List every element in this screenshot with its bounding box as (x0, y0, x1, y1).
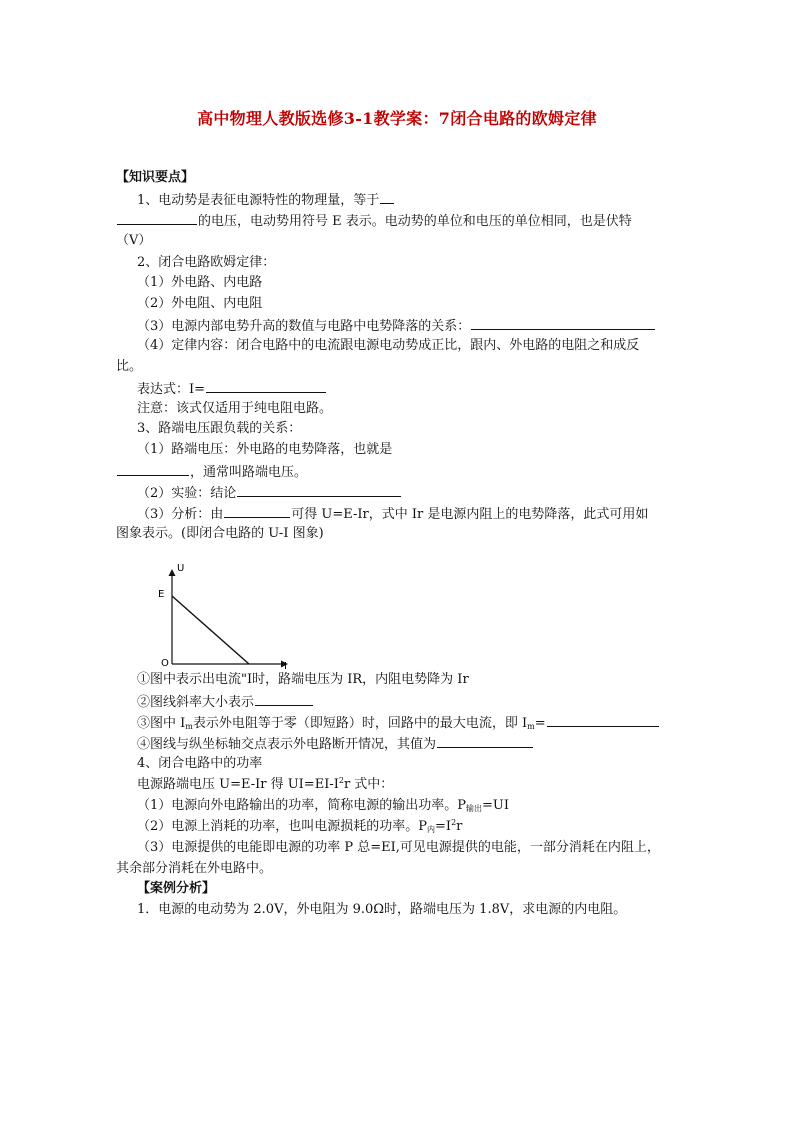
paragraph-4-item-3-cont: 其余部分消耗在外电路中。 (116, 861, 273, 876)
paragraph-4-item-2 (137, 818, 462, 836)
expression-line (137, 379, 327, 399)
graph-note-4 (137, 734, 534, 754)
paragraph-2-item-4-cont: 比。 (116, 359, 143, 374)
u-i-line (172, 596, 249, 664)
paragraph-3-item-3 (137, 504, 648, 524)
paragraph-4-equation-b: r 式中： (343, 777, 394, 792)
paragraph-2-item-4: （4）定律内容：闭合电路中的电流跟电源电动势成正比，跟内、外电路的电阻之和成反 (137, 338, 640, 353)
paragraph-2-item-2: （2）外电阻、内电阻 (137, 296, 263, 311)
section-heading-knowledge: 【知识要点】 (116, 170, 195, 185)
paragraph-1-line-1 (137, 190, 395, 210)
note-line: 注意：该式仅适用于纯电阻电路。 (137, 401, 333, 416)
paragraph-3-item-3-cont: 图象表示。(即闭合电路的 U-I 图象) (116, 526, 324, 541)
paragraph-2-item-3-text: （3）电源内部电势升高的数值与电路中电势降落的关系： (137, 319, 471, 334)
paragraph-3-item-2 (137, 483, 402, 503)
paragraph-4-equation-sup: 2 (338, 776, 344, 785)
u-i-graph (150, 556, 300, 672)
paragraph-4-item-2-text-a: （2）电源上消耗的功率，也叫电源损耗的功率。P (137, 819, 428, 834)
paragraph-3-heading: 3、路端电压跟负载的关系： (137, 421, 302, 436)
fill-blank-intercept (437, 734, 533, 748)
paragraph-1-line-3: （V） (116, 233, 152, 248)
graph-note-2 (137, 692, 314, 712)
fill-blank-expression (206, 379, 326, 393)
page-title: 高中物理人教版选修3-1教学案：7闭合电路的欧姆定律 (197, 109, 597, 128)
y-axis-arrow (169, 569, 176, 576)
paragraph-4-heading: 4、闭合电路中的功率 (137, 756, 263, 771)
fill-blank-1b (117, 211, 197, 225)
graph-note-3-text-b: 表示外电阻等于零（即短路）时，回路中的最大电流，即 I (192, 716, 528, 731)
paragraph-4-item-2-sub: 内 (427, 825, 436, 834)
fill-blank-2-3 (471, 316, 655, 330)
graph-note-3 (137, 713, 660, 733)
paragraph-1-line-2 (116, 211, 632, 231)
fill-blank-1a (380, 190, 394, 204)
paragraph-1-text-a: 1、电动势是表征电源特性的物理量，等于 (137, 193, 380, 208)
fill-blank-3-3 (224, 504, 290, 518)
paragraph-4-item-1-text-a: （1）电源向外电路输出的功率，简称电源的输出功率。P (137, 798, 467, 813)
paragraph-4-item-3: （3）电源提供的电能即电源的功率 P 总=EI,可见电源提供的电能，一部分消耗在内阻上， (137, 840, 660, 855)
paragraph-2-item-3 (137, 316, 656, 336)
graph-note-2-text: ②图线斜率大小表示 (137, 695, 255, 710)
fill-blank-slope (255, 692, 313, 706)
fill-blank-3-2 (237, 483, 401, 497)
paragraph-3-item-1-text-b: ，通常叫路端电压。 (190, 465, 308, 480)
emf-intercept-label: E (158, 589, 165, 600)
paragraph-2-item-1: （1）外电路、内电路 (137, 275, 263, 290)
paragraph-3-item-1: （1）路端电压：外电路的电势降落，也就是 (137, 442, 393, 457)
y-axis-label: U (177, 563, 185, 574)
paragraph-3-item-1-cont (116, 462, 307, 482)
x-axis-label: I (284, 661, 287, 672)
fill-blank-max-current (547, 713, 659, 727)
paragraph-4-item-1-sub: 输出 (466, 804, 483, 813)
graph-note-4-text: ④图线与纵坐标轴交点表示外电路断开情况，其值为 (137, 737, 437, 752)
paragraph-2-heading: 2、闭合电路欧姆定律： (137, 255, 276, 270)
paragraph-1-text-b: 的电压，电动势用符号 E 表示。电动势的单位和电压的单位相同，也是伏特 (198, 214, 632, 229)
paragraph-4-item-2-text-b: =I (435, 819, 452, 834)
graph-note-3-text-c: = (534, 716, 546, 731)
paragraph-3-item-3-text-a: （3）分析：由 (137, 507, 224, 522)
graph-note-1: ①图中表示出电流"I时，路端电压为 IR，内阻电势降为 Ir (137, 672, 469, 687)
paragraph-3-item-2-text: （2）实验：结论 (137, 486, 237, 501)
expression-label: 表达式：I= (137, 382, 206, 397)
origin-label: O (161, 658, 169, 669)
paragraph-4-equation-a: 电源路端电压 U=E-Ir 得 UI=EI-I (137, 777, 339, 792)
graph-note-3-text-a: ③图中 I (137, 716, 186, 731)
paragraph-3-item-3-text-b: 可得 U=E-Ir，式中 Ir 是电源内阻上的电势降落，此式可用如 (291, 507, 649, 522)
fill-blank-3-1 (117, 462, 189, 476)
graph-note-3-sub-1: m (185, 722, 193, 731)
paragraph-4-item-2-sup: 2 (451, 818, 457, 827)
paragraph-4-equation (137, 776, 393, 794)
paragraph-4-item-2-text-c: r (456, 819, 463, 834)
case-question-1: 1．电源的电动势为 2.0V，外电阻为 9.0Ω时，路端电压为 1.8V，求电源的内电阻。 (137, 902, 627, 917)
paragraph-4-item-1 (137, 797, 509, 815)
paragraph-4-item-1-text-b: =UI (482, 798, 510, 813)
section-heading-case: 【案例分析】 (137, 881, 216, 896)
graph-note-3-sub-2: m (527, 722, 535, 731)
